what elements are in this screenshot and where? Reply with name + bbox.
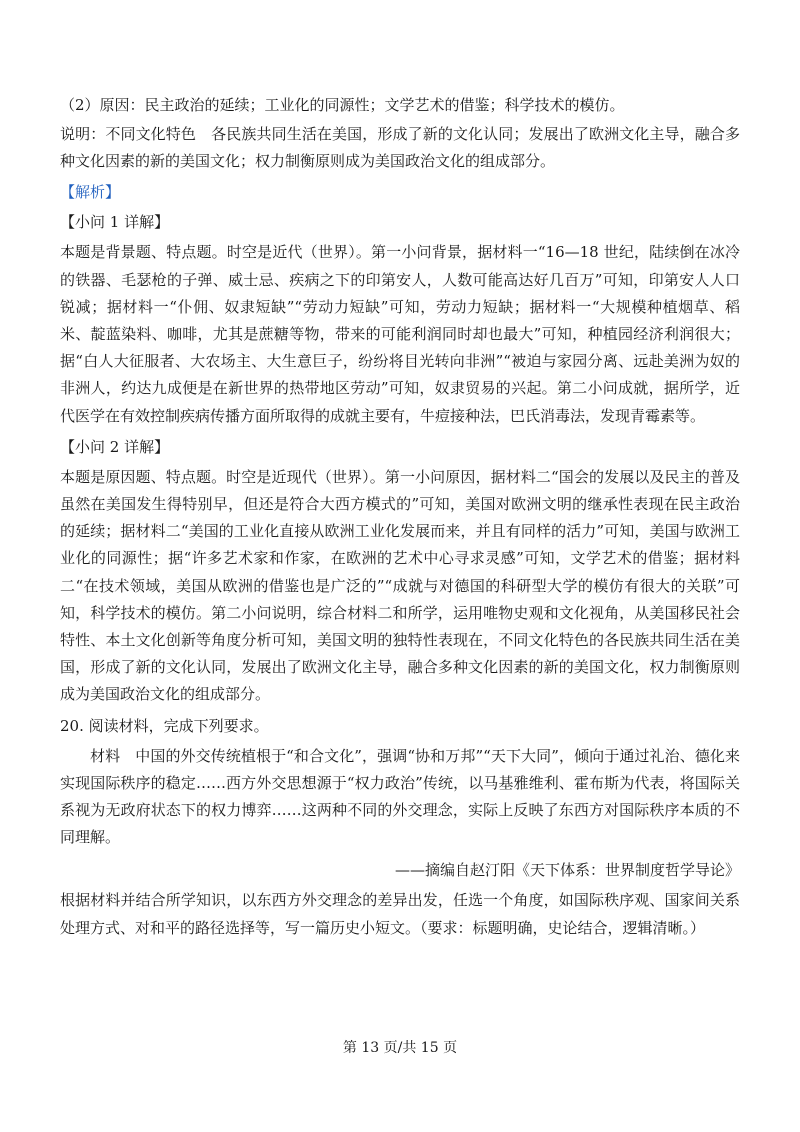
analysis-label: 【解析】 <box>60 183 121 202</box>
page-number-footer: 第 13 页/共 15 页 <box>342 1040 458 1056</box>
question-20-requirement: 根据材料并结合所学知识，以东西方外交理念的差异出发，任选一个角度，如国际秩序观、国家间关系处理方式、对和平的路径选择等，写一篇历史小短文。（要求：标题明确，史论结合，逻辑清晰。） <box>60 891 740 937</box>
q2-heading: 【小问 2 详解】 <box>60 437 170 456</box>
answer-explanation: 说明：不同文化特色 各民族共同生活在美国，形成了新的文化认同；发展出了欧洲文化主导，融合多种文化因素的新的美国文化；权力制衡原则成为美国政治文化的组成部分。 <box>60 125 740 171</box>
material-source: ——摘编自赵汀阳《天下体系：世界制度哲学导论》 <box>394 861 740 880</box>
q2-analysis-text: 本题是原因题、特点题。时空是近现代（世界）。第一小问原因，据材料二“国会的发展以及民主的普及虽然在美国发生得特别早，但还是符合大西方模式的”可知，美国对欧洲文明的继承性表现在民主政治的延续；据材料二“美国的工业化直接从欧洲工业化发展而来，并且有同样的活力”可知，美国与欧洲工业化的同源性；据“许多艺术家和作家，在欧洲的艺术中心寻求灵感”可知，文学艺术的借鉴；据材料二“在技术领域，美国从欧洲的借鉴也是广泛的”“成就与对德国的科研型大学的模仿有很大的关联”可知，科学技术的模仿。第二小问说明，综合材料二和所学，运用唯物史观和文化视角，从美国移民社会特性、本土文化创新等角度分析可知，美国文明的独特性表现在，不同文化特色的各民族共同生活在美国，形成了新的文化认同，发展出了欧洲文化主导，融合多种文化因素的新的美国文化，权力制衡原则成为美国政治文化的组成部分。 <box>60 467 740 704</box>
q1-heading: 【小问 1 详解】 <box>60 213 170 232</box>
question-20-stem: 20. 阅读材料，完成下列要求。 <box>60 716 269 735</box>
page-content <box>60 92 740 942</box>
q1-analysis-text: 本题是背景题、特点题。时空是近代（世界）。第一小问背景，据材料一“16—18 世纪，陆续倒在冰冷的铁器、毛瑟枪的子弹、威士忌、疾病之下的印第安人，人数可能高达好几百万”可知，印第安人人口锐减；据材料一“仆佣、奴隶短缺”“劳动力短缺”可知，劳动力短缺；据材料一“大规模种植烟草、稻米、靛蓝染料、咖啡，尤其是蔗糖等物，带来的可能利润同时却也最大”可知，种植园经济利润很大；据“白人大征服者、大农场主、大生意巨子，纷纷将目光转向非洲”“被迫与家园分离、远赴美洲为奴的非洲人，约达九成便是在新世界的热带地区劳动”可知，奴隶贸易的兴起。第二小问成就，据所学，近代医学在有效控制疾病传播方面所取得的成就主要有，牛痘接种法，巴氏消毒法，发现青霉素等。 <box>60 243 740 425</box>
question-20-material: 材料 中国的外交传统植根于“和合文化”，强调“协和万邦”“天下大同”，倾向于通过礼治、德化来实现国际秩序的稳定……西方外交思想源于“权力政治”传统，以马基雅维利、霍布斯为代表，将国际关系视为无政府状态下的权力博弈……这两种不同的外交理念，实际上反映了东西方对国际秩序本质的不同理解。 <box>60 746 740 847</box>
answer-reasons: （2）原因：民主政治的延续；工业化的同源性；文学艺术的借鉴；科学技术的模仿。 <box>60 96 625 114</box>
